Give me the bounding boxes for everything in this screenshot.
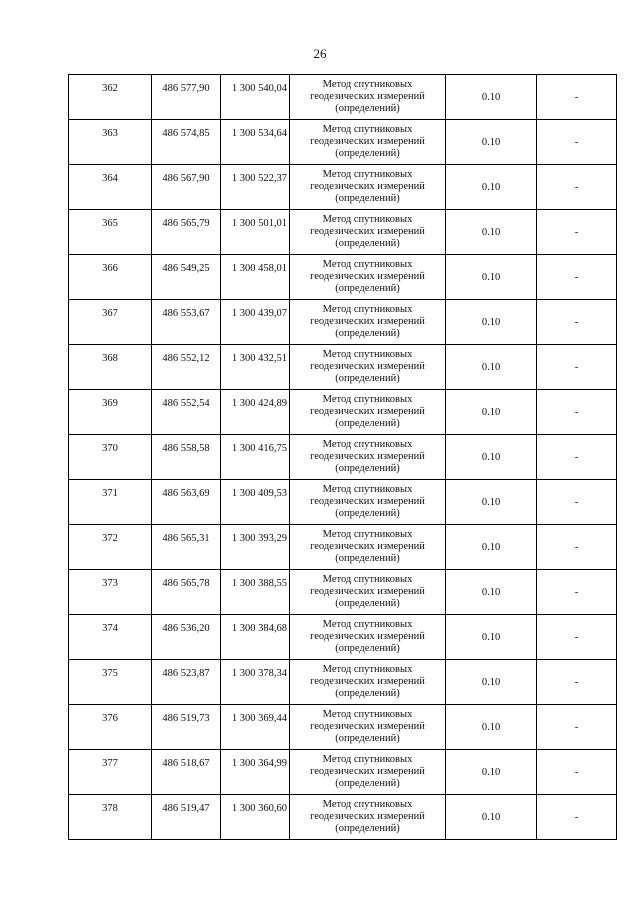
method-text-line: Метод спутниковых — [322, 709, 413, 720]
point-number-cell — [69, 75, 152, 120]
coordinate-y: 1 300 409,53 — [231, 487, 287, 499]
coordinate-y: 1 300 424,89 — [231, 397, 287, 409]
method-text-line: Метод спутниковых — [322, 799, 413, 810]
method-text-line: Метод спутниковых — [322, 529, 413, 540]
description-cell — [537, 390, 617, 435]
method-cell — [290, 795, 446, 840]
accuracy-cell — [446, 750, 537, 795]
description-value: - — [574, 541, 579, 553]
coordinate-y-cell — [221, 570, 290, 615]
method-cell — [290, 435, 446, 480]
accuracy-value: 0.10 — [481, 361, 501, 373]
description-value: - — [574, 136, 579, 148]
coordinate-y: 1 300 501,01 — [231, 217, 287, 229]
point-number: 366 — [102, 262, 118, 274]
coordinate-x-cell — [152, 480, 221, 525]
table-row — [69, 570, 617, 615]
description-value: - — [574, 361, 579, 373]
method-cell — [290, 615, 446, 660]
coordinate-x: 486 563,69 — [162, 487, 210, 499]
table-row — [69, 705, 617, 750]
coordinate-x: 486 552,54 — [162, 397, 210, 409]
point-number: 372 — [102, 532, 118, 544]
method-text-line: Метод спутниковых — [322, 439, 413, 450]
description-value: - — [574, 586, 579, 598]
method-text-line: Метод спутниковых — [322, 169, 413, 180]
coordinate-x-cell — [152, 435, 221, 480]
accuracy-cell — [446, 570, 537, 615]
point-number-cell — [69, 750, 152, 795]
method-text-line: Метод спутниковых — [322, 484, 413, 495]
accuracy-value: 0.10 — [481, 316, 501, 328]
method-text-line: (определений) — [335, 598, 400, 609]
description-cell — [537, 120, 617, 165]
coordinate-y: 1 300 458,01 — [231, 262, 287, 274]
coordinate-y-cell — [221, 705, 290, 750]
accuracy-cell — [446, 390, 537, 435]
method-cell — [290, 210, 446, 255]
method-text-line: (определений) — [335, 553, 400, 564]
description-value: - — [574, 91, 579, 103]
method-cell — [290, 480, 446, 525]
point-number: 365 — [102, 217, 118, 229]
accuracy-cell — [446, 615, 537, 660]
method-text-line: (определений) — [335, 328, 400, 339]
description-value: - — [574, 721, 579, 733]
description-value: - — [574, 271, 579, 283]
method-text-line: (определений) — [335, 688, 400, 699]
description-cell — [537, 480, 617, 525]
accuracy-value: 0.10 — [481, 811, 501, 823]
accuracy-value: 0.10 — [481, 226, 501, 238]
coordinate-y-cell — [221, 660, 290, 705]
method-text-line: Метод спутниковых — [322, 79, 413, 90]
method-text-line: геодезических измерений — [310, 496, 425, 507]
coordinate-y-cell — [221, 165, 290, 210]
accuracy-value: 0.10 — [481, 496, 501, 508]
table-row — [69, 615, 617, 660]
method-text-line: геодезических измерений — [310, 136, 425, 147]
table-row — [69, 345, 617, 390]
coordinate-x: 486 565,79 — [162, 217, 210, 229]
accuracy-value: 0.10 — [481, 631, 501, 643]
accuracy-value: 0.10 — [481, 541, 501, 553]
point-number-cell — [69, 570, 152, 615]
table-row — [69, 120, 617, 165]
description-value: - — [574, 451, 579, 463]
description-cell — [537, 750, 617, 795]
method-text-line: Метод спутниковых — [322, 349, 413, 360]
method-text-line: (определений) — [335, 823, 400, 834]
point-number-cell — [69, 210, 152, 255]
coordinate-x: 486 549,25 — [162, 262, 210, 274]
table-row — [69, 255, 617, 300]
accuracy-value: 0.10 — [481, 766, 501, 778]
accuracy-value: 0.10 — [481, 406, 501, 418]
coordinate-y: 1 300 416,75 — [231, 442, 287, 454]
coordinate-y: 1 300 439,07 — [231, 307, 287, 319]
coordinate-y-cell — [221, 120, 290, 165]
coordinate-y: 1 300 378,34 — [231, 667, 287, 679]
method-text-line: (определений) — [335, 103, 400, 114]
description-cell — [537, 165, 617, 210]
point-number: 363 — [102, 127, 118, 139]
description-value: - — [574, 811, 579, 823]
description-value: - — [574, 226, 579, 238]
coordinate-y-cell — [221, 390, 290, 435]
description-cell — [537, 660, 617, 705]
point-number-cell — [69, 300, 152, 345]
coordinate-x-cell — [152, 300, 221, 345]
point-number-cell — [69, 345, 152, 390]
method-text-line: геодезических измерений — [310, 766, 425, 777]
accuracy-cell — [446, 705, 537, 750]
accuracy-cell — [446, 480, 537, 525]
description-cell — [537, 75, 617, 120]
point-number-cell — [69, 795, 152, 840]
method-cell — [290, 525, 446, 570]
coordinate-x: 486 558,58 — [162, 442, 210, 454]
table-row — [69, 435, 617, 480]
coordinate-x: 486 553,67 — [162, 307, 210, 319]
method-cell — [290, 165, 446, 210]
coordinate-x-cell — [152, 705, 221, 750]
coordinate-y-cell — [221, 525, 290, 570]
coordinate-x: 486 518,67 — [162, 757, 210, 769]
method-text-line: геодезических измерений — [310, 316, 425, 327]
method-cell — [290, 660, 446, 705]
accuracy-value: 0.10 — [481, 136, 501, 148]
method-cell — [290, 75, 446, 120]
method-text-line: Метод спутниковых — [322, 574, 413, 585]
point-number-cell — [69, 525, 152, 570]
accuracy-cell — [446, 795, 537, 840]
coordinates-table-body — [69, 75, 617, 840]
coordinate-y: 1 300 540,04 — [231, 82, 287, 94]
accuracy-value: 0.10 — [481, 721, 501, 733]
table-row — [69, 480, 617, 525]
description-cell — [537, 210, 617, 255]
method-text-line: (определений) — [335, 373, 400, 384]
method-text-line: Метод спутниковых — [322, 394, 413, 405]
point-number: 374 — [102, 622, 118, 634]
coordinate-x-cell — [152, 210, 221, 255]
coordinate-x-cell — [152, 165, 221, 210]
coordinate-x-cell — [152, 750, 221, 795]
method-cell — [290, 255, 446, 300]
coordinate-y: 1 300 432,51 — [231, 352, 287, 364]
method-text-line: Метод спутниковых — [322, 664, 413, 675]
description-value: - — [574, 766, 579, 778]
coordinates-table — [68, 74, 617, 840]
accuracy-value: 0.10 — [481, 676, 501, 688]
coordinate-y-cell — [221, 435, 290, 480]
point-number: 376 — [102, 712, 118, 724]
coordinate-y: 1 300 364,99 — [231, 757, 287, 769]
accuracy-cell — [446, 165, 537, 210]
coordinate-y: 1 300 534,64 — [231, 127, 287, 139]
accuracy-value: 0.10 — [481, 586, 501, 598]
description-value: - — [574, 316, 579, 328]
method-text-line: (определений) — [335, 193, 400, 204]
coordinate-x-cell — [152, 75, 221, 120]
accuracy-cell — [446, 75, 537, 120]
table-row — [69, 165, 617, 210]
method-text-line: геодезических измерений — [310, 631, 425, 642]
method-text-line: (определений) — [335, 148, 400, 159]
point-number: 367 — [102, 307, 118, 319]
point-number: 377 — [102, 757, 118, 769]
method-text-line: (определений) — [335, 283, 400, 294]
accuracy-cell — [446, 660, 537, 705]
coordinate-x: 486 523,87 — [162, 667, 210, 679]
method-cell — [290, 570, 446, 615]
point-number: 375 — [102, 667, 118, 679]
accuracy-value: 0.10 — [481, 271, 501, 283]
accuracy-value: 0.10 — [481, 91, 501, 103]
method-text-line: геодезических измерений — [310, 91, 425, 102]
method-text-line: Метод спутниковых — [322, 259, 413, 270]
coordinate-x-cell — [152, 660, 221, 705]
description-value: - — [574, 676, 579, 688]
accuracy-cell — [446, 120, 537, 165]
table-row — [69, 795, 617, 840]
table-row — [69, 750, 617, 795]
coordinate-x: 486 519,73 — [162, 712, 210, 724]
page-number: 26 — [313, 46, 327, 61]
point-number-cell — [69, 165, 152, 210]
coordinate-y-cell — [221, 300, 290, 345]
coordinate-x: 486 536,20 — [162, 622, 210, 634]
point-number: 370 — [102, 442, 118, 454]
method-cell — [290, 300, 446, 345]
table-row — [69, 660, 617, 705]
coordinate-x-cell — [152, 615, 221, 660]
coordinate-x-cell — [152, 255, 221, 300]
coordinate-y-cell — [221, 480, 290, 525]
coordinate-x: 486 574,85 — [162, 127, 210, 139]
method-cell — [290, 390, 446, 435]
coordinate-x: 486 577,90 — [162, 82, 210, 94]
method-text-line: (определений) — [335, 463, 400, 474]
coordinate-y-cell — [221, 210, 290, 255]
accuracy-cell — [446, 210, 537, 255]
method-text-line: геодезических измерений — [310, 541, 425, 552]
coordinate-x-cell — [152, 570, 221, 615]
description-cell — [537, 795, 617, 840]
point-number: 378 — [102, 802, 118, 814]
coordinate-y: 1 300 388,55 — [231, 577, 287, 589]
coordinate-y: 1 300 360,60 — [231, 802, 287, 814]
table-row — [69, 75, 617, 120]
method-text-line: Метод спутниковых — [322, 619, 413, 630]
coordinate-y: 1 300 393,29 — [231, 532, 287, 544]
coordinate-y-cell — [221, 345, 290, 390]
method-text-line: (определений) — [335, 778, 400, 789]
method-text-line: Метод спутниковых — [322, 214, 413, 225]
coordinate-x-cell — [152, 345, 221, 390]
accuracy-value: 0.10 — [481, 181, 501, 193]
description-cell — [537, 705, 617, 750]
method-text-line: (определений) — [335, 418, 400, 429]
method-text-line: геодезических измерений — [310, 811, 425, 822]
method-text-line: Метод спутниковых — [322, 124, 413, 135]
method-text-line: геодезических измерений — [310, 676, 425, 687]
accuracy-cell — [446, 345, 537, 390]
coordinate-y-cell — [221, 750, 290, 795]
point-number: 369 — [102, 397, 118, 409]
method-cell — [290, 750, 446, 795]
method-text-line: геодезических измерений — [310, 721, 425, 732]
point-number-cell — [69, 255, 152, 300]
coordinate-x-cell — [152, 120, 221, 165]
method-cell — [290, 120, 446, 165]
method-text-line: геодезических измерений — [310, 586, 425, 597]
coordinate-y: 1 300 522,37 — [231, 172, 287, 184]
description-value: - — [574, 631, 579, 643]
description-cell — [537, 435, 617, 480]
point-number-cell — [69, 615, 152, 660]
coordinate-x: 486 567,90 — [162, 172, 210, 184]
table-row — [69, 525, 617, 570]
point-number: 362 — [102, 82, 118, 94]
method-text-line: геодезических измерений — [310, 181, 425, 192]
description-cell — [537, 525, 617, 570]
coordinate-x-cell — [152, 525, 221, 570]
method-text-line: Метод спутниковых — [322, 304, 413, 315]
point-number: 373 — [102, 577, 118, 589]
description-value: - — [574, 181, 579, 193]
description-cell — [537, 300, 617, 345]
accuracy-value: 0.10 — [481, 451, 501, 463]
description-cell — [537, 570, 617, 615]
method-text-line: (определений) — [335, 643, 400, 654]
coordinate-y-cell — [221, 75, 290, 120]
description-cell — [537, 345, 617, 390]
accuracy-cell — [446, 525, 537, 570]
point-number: 371 — [102, 487, 118, 499]
description-cell — [537, 615, 617, 660]
accuracy-cell — [446, 300, 537, 345]
description-value: - — [574, 496, 579, 508]
coordinate-y-cell — [221, 255, 290, 300]
method-text-line: (определений) — [335, 733, 400, 744]
method-text-line: геодезических измерений — [310, 226, 425, 237]
description-cell — [537, 255, 617, 300]
point-number-cell — [69, 705, 152, 750]
method-text-line: геодезических измерений — [310, 406, 425, 417]
method-text-line: геодезических измерений — [310, 271, 425, 282]
coordinate-x: 486 565,78 — [162, 577, 210, 589]
method-text-line: геодезических измерений — [310, 361, 425, 372]
point-number: 368 — [102, 352, 118, 364]
point-number-cell — [69, 435, 152, 480]
coordinate-y: 1 300 384,68 — [231, 622, 287, 634]
description-value: - — [574, 406, 579, 418]
coordinate-y-cell — [221, 615, 290, 660]
coordinate-y: 1 300 369,44 — [231, 712, 287, 724]
coordinate-x-cell — [152, 795, 221, 840]
accuracy-cell — [446, 435, 537, 480]
accuracy-cell — [446, 255, 537, 300]
point-number-cell — [69, 480, 152, 525]
method-cell — [290, 345, 446, 390]
method-text-line: (определений) — [335, 508, 400, 519]
method-text-line: геодезических измерений — [310, 451, 425, 462]
table-row — [69, 210, 617, 255]
point-number-cell — [69, 390, 152, 435]
table-row — [69, 390, 617, 435]
method-cell — [290, 705, 446, 750]
coordinate-y-cell — [221, 795, 290, 840]
method-text-line: Метод спутниковых — [322, 754, 413, 765]
point-number-cell — [69, 120, 152, 165]
method-text-line: (определений) — [335, 238, 400, 249]
coordinate-x: 486 519,47 — [162, 802, 210, 814]
coordinate-x-cell — [152, 390, 221, 435]
coordinate-x: 486 565,31 — [162, 532, 210, 544]
coordinate-x: 486 552,12 — [162, 352, 210, 364]
table-row — [69, 300, 617, 345]
point-number-cell — [69, 660, 152, 705]
point-number: 364 — [102, 172, 118, 184]
